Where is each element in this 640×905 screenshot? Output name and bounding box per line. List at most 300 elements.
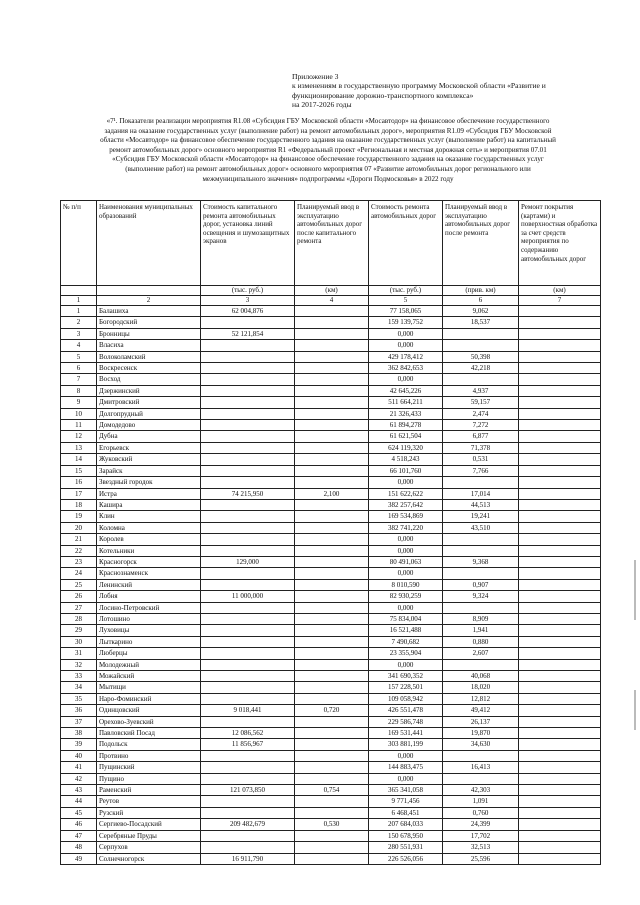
cell-c5: 151 622,622 [369,488,443,499]
cell-c4: 0,754 [295,785,369,796]
cell-c5: 382 257,642 [369,499,443,510]
cell-c7 [519,499,601,510]
colnum-cell: 6 [443,296,519,306]
cell-c6: 7,272 [443,420,519,431]
cell-n: 48 [61,842,97,853]
colnum-cell: 2 [97,296,201,306]
table-row [61,682,601,693]
colnum-cell: 4 [295,296,369,306]
table-row [61,499,601,510]
cell-c5: 207 684,033 [369,819,443,830]
appendix-line: Приложение 3 [292,72,339,81]
cell-c4 [295,716,369,727]
cell-c7 [519,522,601,533]
cell-name: Лотошино [97,613,201,624]
cell-c6 [443,545,519,556]
cell-c5: 229 586,748 [369,716,443,727]
cell-c4 [295,671,369,682]
cell-c3: 11 000,000 [201,591,295,602]
cell-c5: 365 341,058 [369,785,443,796]
cell-c7 [519,819,601,830]
cell-c3 [201,511,295,522]
cell-n: 13 [61,442,97,453]
table-row [61,636,601,647]
cell-c7 [519,568,601,579]
cell-c5: 150 678,950 [369,830,443,841]
cell-c7 [519,408,601,419]
cell-c7 [519,363,601,374]
cell-c6: 59,157 [443,397,519,408]
cell-n: 49 [61,853,97,864]
cell-c5: 0,000 [369,602,443,613]
cell-c5: 109 058,942 [369,693,443,704]
cell-c4 [295,648,369,659]
cell-n: 29 [61,625,97,636]
title-line: межмуниципального значения» подпрограммы «Дороги Подмосковья» в 2022 году [202,174,454,183]
cell-c6: 42,218 [443,363,519,374]
cell-c5: 159 139,752 [369,317,443,328]
cell-n: 40 [61,750,97,761]
cell-c6: 42,303 [443,785,519,796]
cell-c5: 0,000 [369,659,443,670]
cell-name: Клин [97,511,201,522]
cell-c3 [201,762,295,773]
table-row [61,420,601,431]
cell-c6: 0,907 [443,579,519,590]
cell-name: Серебряные Пруды [97,830,201,841]
title-line: (выполнение работ) на ремонт автомобильных дорог» основного мероприятия 07 «Развитие автомобильных дорог регионального или [125,164,531,173]
scan-edge-mark [634,690,636,730]
cell-c7 [519,374,601,385]
cell-c6: 19,241 [443,511,519,522]
table-row [61,807,601,818]
cell-name: Орехово-Зуевский [97,716,201,727]
cell-c5: 23 355,904 [369,648,443,659]
table-row [61,545,601,556]
title-line: области «Мосавтодор» на финансовое обеспечение государственного задания на оказание государственных услуг (выполнение работ) на капитальный [100,136,556,145]
table-row [61,853,601,864]
cell-c5: 429 178,412 [369,351,443,362]
table-row [61,613,601,624]
cell-n: 2 [61,317,97,328]
cell-c5: 0,000 [369,545,443,556]
cell-name: Бронницы [97,328,201,339]
cell-name: Краснознаменск [97,568,201,579]
cell-n: 24 [61,568,97,579]
cell-c3 [201,545,295,556]
cell-c5: 382 741,220 [369,522,443,533]
cell-c6: 0,531 [443,454,519,465]
cell-c3 [201,671,295,682]
table-row [61,317,601,328]
unit-cell: (км) [295,286,369,296]
cell-c7 [519,762,601,773]
table-row [61,796,601,807]
cell-c5: 511 664,211 [369,397,443,408]
cell-c3 [201,397,295,408]
cell-c7 [519,785,601,796]
cell-c7 [519,853,601,864]
cell-c4 [295,830,369,841]
table-row [61,762,601,773]
cell-c3 [201,340,295,351]
cell-c4: 0,720 [295,705,369,716]
cell-c7 [519,465,601,476]
cell-c6: 12,812 [443,693,519,704]
table-row [61,648,601,659]
cell-name: Лобня [97,591,201,602]
cell-c4 [295,613,369,624]
cell-c6: 0,760 [443,807,519,818]
table-row [61,328,601,339]
cell-name: Волоколамский [97,351,201,362]
cell-c5: 80 491,063 [369,556,443,567]
cell-n: 44 [61,796,97,807]
cell-c7 [519,317,601,328]
cell-c3 [201,477,295,488]
cell-c7 [519,511,601,522]
cell-c4 [295,306,369,317]
cell-n: 15 [61,465,97,476]
table-row [61,773,601,784]
cell-n: 3 [61,328,97,339]
cell-name: Люберцы [97,648,201,659]
cell-c7 [519,648,601,659]
cell-n: 28 [61,613,97,624]
cell-c6: 17,014 [443,488,519,499]
cell-name: Наро-Фоминский [97,693,201,704]
table-row [61,442,601,453]
cell-name: Кашира [97,499,201,510]
unit-cell [97,286,201,296]
title-line: «7¹. Показатели реализации мероприятия R1.08 «Субсидия ГБУ Московской области «Мосавтодор» на финансовое обеспечение государственного [106,117,550,125]
table-header-row [61,201,601,286]
cell-c3 [201,568,295,579]
cell-n: 38 [61,728,97,739]
cell-c4 [295,807,369,818]
cell-n: 26 [61,591,97,602]
cell-c3 [201,374,295,385]
cell-c6: 9,368 [443,556,519,567]
cell-n: 16 [61,477,97,488]
cell-c5: 82 930,259 [369,591,443,602]
cell-name: Звездный городок [97,477,201,488]
cell-c6 [443,534,519,545]
cell-c4 [295,739,369,750]
cell-c7 [519,328,601,339]
cell-c5: 8 010,590 [369,579,443,590]
cell-c7 [519,773,601,784]
unit-cell: (тыс. руб.) [369,286,443,296]
header-cell: Планируемый ввод в эксплуатацию автомобильных дорог после капитального ремонта [295,201,369,286]
table-row [61,716,601,727]
cell-c7 [519,682,601,693]
cell-c5: 21 326,433 [369,408,443,419]
cell-n: 10 [61,408,97,419]
cell-name: Солнечногорск [97,853,201,864]
cell-c7 [519,579,601,590]
cell-c4 [295,340,369,351]
cell-c5: 0,000 [369,750,443,761]
cell-c6: 25,596 [443,853,519,864]
cell-c6: 7,766 [443,465,519,476]
cell-c7 [519,705,601,716]
cell-c5: 7 490,682 [369,636,443,647]
cell-c6: 24,399 [443,819,519,830]
cell-c6: 43,510 [443,522,519,533]
table-row [61,465,601,476]
cell-c4 [295,454,369,465]
cell-c7 [519,556,601,567]
cell-c3 [201,420,295,431]
cell-n: 4 [61,340,97,351]
cell-c3 [201,716,295,727]
cell-c4 [295,602,369,613]
cell-c5: 0,000 [369,773,443,784]
cell-c4 [295,374,369,385]
cell-c4 [295,385,369,396]
cell-c3 [201,522,295,533]
cell-n: 31 [61,648,97,659]
table-colnum-row [61,296,601,306]
cell-c5: 0,000 [369,534,443,545]
cell-name: Коломна [97,522,201,533]
cell-name: Лыткарино [97,636,201,647]
cell-c6: 19,870 [443,728,519,739]
cell-c5: 157 228,501 [369,682,443,693]
table-row [61,477,601,488]
cell-c3: 52 121,854 [201,328,295,339]
cell-n: 7 [61,374,97,385]
cell-c4 [295,693,369,704]
cell-name: Котельники [97,545,201,556]
cell-n: 1 [61,306,97,317]
cell-c6: 50,398 [443,351,519,362]
cell-c4 [295,522,369,533]
cell-name: Воскресенск [97,363,201,374]
cell-c5: 61 894,278 [369,420,443,431]
cell-name: Егорьевск [97,442,201,453]
cell-n: 23 [61,556,97,567]
cell-name: Подольск [97,739,201,750]
cell-name: Жуковский [97,454,201,465]
table-row [61,488,601,499]
table-row [61,397,601,408]
appendix-line: к изменениям в государственную программу Московской области «Развитие и [292,81,546,91]
table-row [61,556,601,567]
cell-c6: 34,630 [443,739,519,750]
cell-n: 25 [61,579,97,590]
cell-c4 [295,568,369,579]
table-row [61,431,601,442]
cell-name: Пущино [97,773,201,784]
cell-c6: 1,091 [443,796,519,807]
cell-name: Пущинский [97,762,201,773]
cell-c5: 42 645,226 [369,385,443,396]
cell-c4 [295,511,369,522]
cell-n: 35 [61,693,97,704]
cell-c3: 16 911,790 [201,853,295,864]
cell-c7 [519,591,601,602]
cell-c6: 6,877 [443,431,519,442]
cell-c3 [201,351,295,362]
table-row [61,522,601,533]
appendix-header [292,72,612,110]
cell-c3 [201,454,295,465]
cell-n: 33 [61,671,97,682]
cell-c3 [201,602,295,613]
cell-c7 [519,340,601,351]
cell-c3 [201,842,295,853]
cell-c5: 226 526,056 [369,853,443,864]
cell-n: 30 [61,636,97,647]
cell-c3 [201,408,295,419]
cell-c4 [295,556,369,567]
cell-n: 19 [61,511,97,522]
cell-name: Богородский [97,317,201,328]
cell-c5: 77 158,065 [369,306,443,317]
cell-name: Павловский Посад [97,728,201,739]
cell-c3 [201,465,295,476]
cell-c3 [201,682,295,693]
cell-c4 [295,682,369,693]
header-cell: № п/п [61,201,97,286]
cell-c4 [295,762,369,773]
cell-c3: 209 482,679 [201,819,295,830]
colnum-cell: 1 [61,296,97,306]
cell-c7 [519,716,601,727]
cell-c3: 12 086,562 [201,728,295,739]
table-row [61,842,601,853]
appendix-line: на 2017-2026 годы [292,100,352,110]
cell-n: 41 [61,762,97,773]
cell-n: 17 [61,488,97,499]
cell-c6: 8,909 [443,613,519,624]
cell-c4 [295,328,369,339]
table-row [61,830,601,841]
cell-c5: 0,000 [369,477,443,488]
cell-c5: 144 883,475 [369,762,443,773]
cell-c7 [519,830,601,841]
cell-n: 20 [61,522,97,533]
header-cell: Ремонт покрытия (картами) и поверхностная обработка за счет средств мероприятия по содержанию автомобильных дорог [519,201,601,286]
cell-c5: 0,000 [369,374,443,385]
cell-c4 [295,591,369,602]
cell-c6: 26,137 [443,716,519,727]
cell-c7 [519,351,601,362]
cell-c6: 2,474 [443,408,519,419]
table-row [61,408,601,419]
cell-c6 [443,374,519,385]
table-row [61,602,601,613]
cell-c3 [201,773,295,784]
cell-c4 [295,442,369,453]
cell-name: Красногорск [97,556,201,567]
cell-c3 [201,499,295,510]
cell-n: 37 [61,716,97,727]
cell-c4 [295,534,369,545]
cell-n: 42 [61,773,97,784]
cell-c7 [519,397,601,408]
cell-c6 [443,477,519,488]
cell-c5: 9 771,456 [369,796,443,807]
cell-name: Дзержинский [97,385,201,396]
cell-c3: 129,000 [201,556,295,567]
cell-n: 36 [61,705,97,716]
header-cell: Стоимость капитального ремонта автомобильных дорог, установка линий освещения и шумозащитных экранов [201,201,295,286]
table-row [61,625,601,636]
table-row [61,351,601,362]
cell-c6: 32,513 [443,842,519,853]
cell-c6 [443,602,519,613]
cell-c6 [443,340,519,351]
cell-c6: 4,937 [443,385,519,396]
table-row [61,363,601,374]
cell-c3 [201,796,295,807]
cell-n: 39 [61,739,97,750]
unit-cell: (км) [519,286,601,296]
cell-c5: 4 518,243 [369,454,443,465]
table-row [61,374,601,385]
cell-name: Рузский [97,807,201,818]
cell-c6: 0,880 [443,636,519,647]
unit-cell [61,286,97,296]
cell-c7 [519,659,601,670]
cell-n: 34 [61,682,97,693]
cell-c5: 426 551,478 [369,705,443,716]
header-cell: Наименования муниципальных образований [97,201,201,286]
cell-c4 [295,773,369,784]
cell-c7 [519,454,601,465]
table-row [61,705,601,716]
cell-c7 [519,431,601,442]
cell-name: Долгопрудный [97,408,201,419]
cell-c6: 9,062 [443,306,519,317]
cell-c6 [443,568,519,579]
cell-name: Восход [97,374,201,385]
cell-name: Луховицы [97,625,201,636]
cell-n: 21 [61,534,97,545]
title-line: задания на оказание государственных услуг (выполнение работ) на ремонт автомобильных дорог», мероприятия R1.09 «Субсидия ГБУ Московской [104,126,552,135]
cell-c7 [519,545,601,556]
cell-c4 [295,579,369,590]
cell-c6 [443,773,519,784]
cell-c6 [443,659,519,670]
cell-c7 [519,636,601,647]
cell-c3 [201,636,295,647]
cell-c4 [295,728,369,739]
cell-c6: 1,941 [443,625,519,636]
cell-c5: 66 101,760 [369,465,443,476]
table-row [61,454,601,465]
table-row [61,819,601,830]
table-row [61,659,601,670]
cell-c7 [519,842,601,853]
cell-name: Ленинский [97,579,201,590]
cell-c3 [201,317,295,328]
cell-c5: 169 534,869 [369,511,443,522]
cell-c4 [295,853,369,864]
table-row [61,385,601,396]
cell-c4: 0,530 [295,819,369,830]
cell-c7 [519,750,601,761]
cell-c3 [201,431,295,442]
cell-c7 [519,796,601,807]
cell-n: 11 [61,420,97,431]
cell-c3 [201,750,295,761]
cell-c4: 2,100 [295,488,369,499]
cell-c3 [201,648,295,659]
